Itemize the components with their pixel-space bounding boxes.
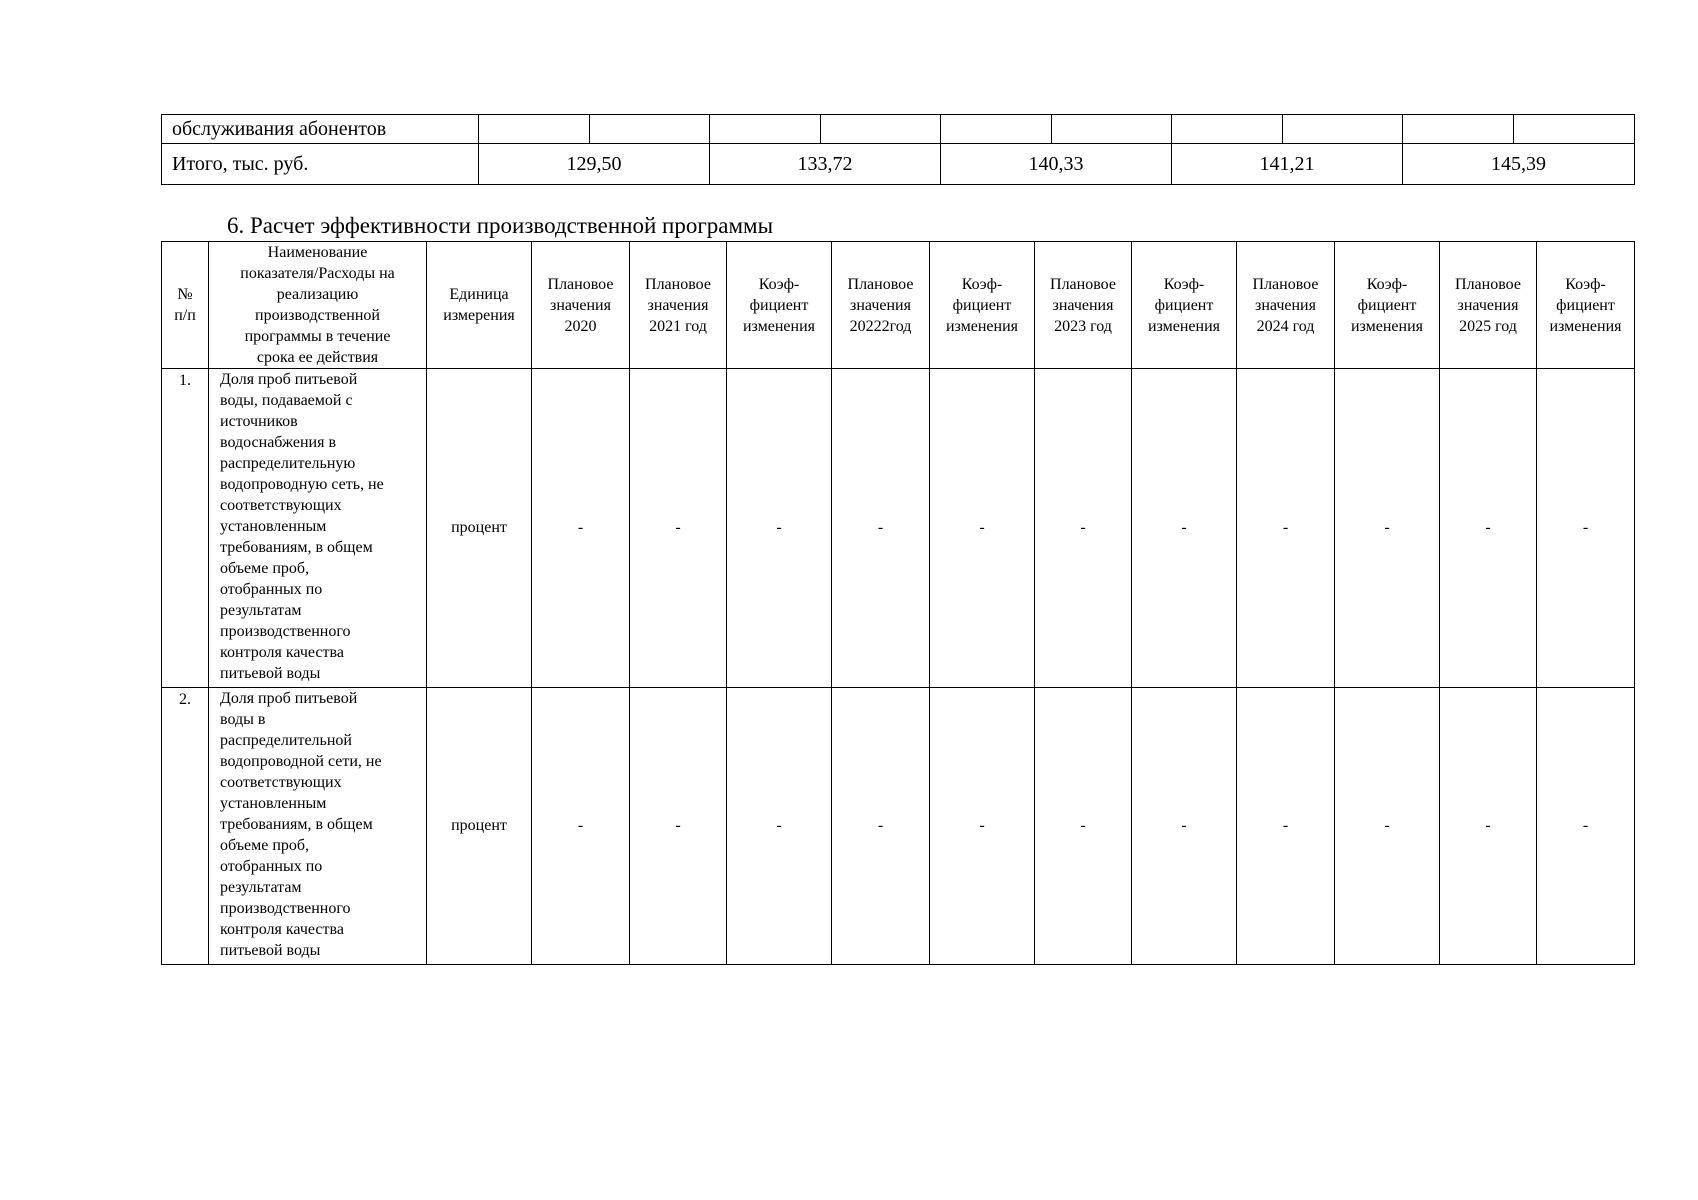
value-cell: -: [1335, 688, 1440, 965]
total-value: 133,72: [710, 144, 941, 185]
header-plan-2020: [532, 242, 630, 369]
row-number: 1.: [162, 369, 209, 688]
header-coef: [1132, 242, 1237, 369]
value-cell: -: [1132, 369, 1237, 688]
value-cell: -: [532, 688, 630, 965]
empty-cell: [1283, 115, 1403, 144]
header-unit: [427, 242, 532, 369]
row-number: 2.: [162, 688, 209, 965]
header-coef: [1335, 242, 1440, 369]
header-plan-2023: [1035, 242, 1132, 369]
efficiency-table: [161, 241, 1635, 965]
header-label: Коэф- фициент изменения: [1549, 275, 1622, 335]
total-value: 140,33: [941, 144, 1172, 185]
header-plan-2022: [832, 242, 930, 369]
empty-cell: [941, 115, 1052, 144]
empty-cell: [479, 115, 590, 144]
row-label-total: Итого, тыс. руб.: [162, 144, 479, 185]
header-plan-2025: [1440, 242, 1537, 369]
table-row: [162, 144, 1635, 185]
total-value: 129,50: [479, 144, 710, 185]
empty-cell: [1172, 115, 1283, 144]
value-cell: -: [1335, 369, 1440, 688]
unit-cell: процент: [427, 688, 532, 965]
header-label: № п/п: [174, 286, 196, 324]
section-title: 6. Расчет эффективности производственной программы: [227, 213, 774, 238]
value-cell: -: [1537, 688, 1635, 965]
header-coef: [727, 242, 832, 369]
value-cell: -: [630, 369, 727, 688]
header-row: [162, 242, 1635, 369]
value-cell: -: [532, 369, 630, 688]
totals-table: [161, 114, 1635, 185]
header-coef: [930, 242, 1035, 369]
table-row: [162, 115, 1635, 144]
value-cell: -: [1237, 369, 1335, 688]
header-label: Плановое значения 2023 год: [1050, 275, 1116, 335]
value-cell: -: [930, 688, 1035, 965]
value-cell: -: [832, 369, 930, 688]
empty-cell: [710, 115, 821, 144]
total-value: 145,39: [1403, 144, 1635, 185]
value-cell: -: [1132, 688, 1237, 965]
header-label: Плановое значения 2025 год: [1455, 275, 1521, 335]
empty-cell: [1403, 115, 1514, 144]
header-label: Плановое значения 2024 год: [1252, 275, 1319, 335]
header-plan-2024: [1237, 242, 1335, 369]
total-value: 141,21: [1172, 144, 1403, 185]
header-plan-2021: [630, 242, 727, 369]
indicator-name: Доля проб питьевой воды в распределительной водопроводной сети, не соответствующих установленным требованиям, в общем объеме проб, отобранных по результатам производственного контроля качества питьевой воды: [209, 688, 427, 965]
row-label-service: обслуживания абонентов: [162, 115, 479, 144]
empty-cell: [1052, 115, 1172, 144]
empty-cell: [1514, 115, 1635, 144]
header-label: Плановое значения 2020: [547, 275, 614, 335]
value-cell: -: [1237, 688, 1335, 965]
value-cell: -: [630, 688, 727, 965]
value-cell: -: [1440, 369, 1537, 688]
value-cell: -: [1035, 688, 1132, 965]
empty-cell: [590, 115, 710, 144]
header-name: [209, 242, 427, 369]
header-label: Плановое значения 20222год: [847, 275, 914, 335]
value-cell: -: [1537, 369, 1635, 688]
value-cell: -: [1035, 369, 1132, 688]
header-label: Коэф- фициент изменения: [1147, 275, 1221, 335]
table-row: [162, 688, 1635, 965]
value-cell: -: [930, 369, 1035, 688]
value-cell: -: [727, 369, 832, 688]
header-label: Коэф- фициент изменения: [742, 275, 816, 335]
header-label: Коэф- фициент изменения: [945, 275, 1019, 335]
empty-cell: [821, 115, 941, 144]
header-label: Плановое значения 2021 год: [645, 275, 711, 335]
header-label: Коэф- фициент изменения: [1350, 275, 1424, 335]
unit-cell: процент: [427, 369, 532, 688]
value-cell: -: [1440, 688, 1537, 965]
header-label: Наименование показателя/Расходы на реализацию производственной программы в течение срока ее действия: [240, 244, 395, 366]
indicator-name: Доля проб питьевой воды, подаваемой с источников водоснабжения в распределительную водопроводную сеть, не соответствующих установленным требованиям, в общем объеме проб, отобранных по результатам производственного контроля качества питьевой воды: [209, 369, 427, 688]
header-coef: [1537, 242, 1635, 369]
header-num: [162, 242, 209, 369]
value-cell: -: [727, 688, 832, 965]
table-row: [162, 369, 1635, 688]
header-label: Единица измерения: [443, 286, 515, 324]
value-cell: -: [832, 688, 930, 965]
